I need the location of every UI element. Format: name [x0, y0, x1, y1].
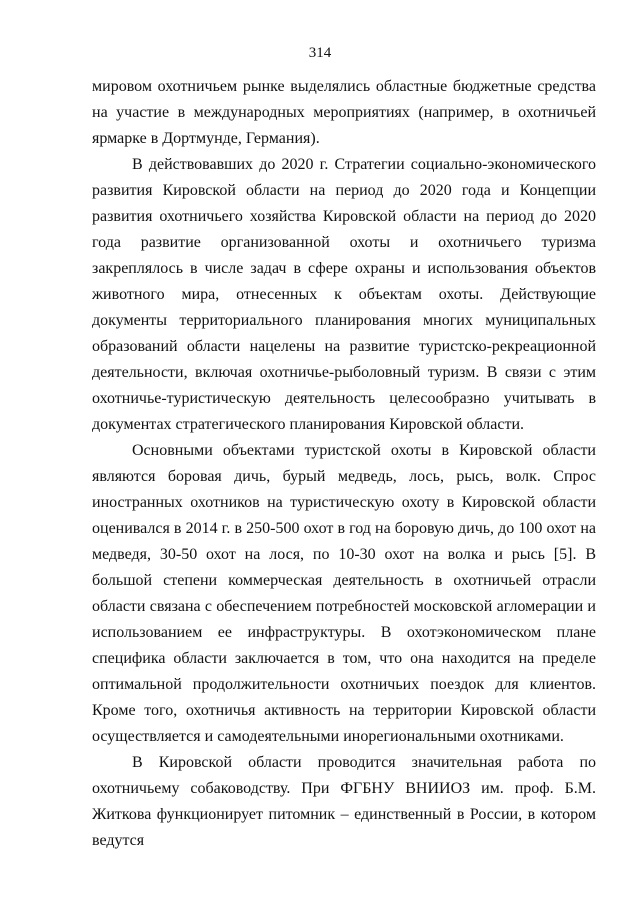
- paragraph-hunting-objects: Основными объектами туристской охоты в Кировской области являются боровая дичь, бурый медведь, лось, рысь, волк. Спрос иностранных охотников на туристическую охоту в Кировской области оценивался в 2014 г. в 250-500 охот в год на боровую дичь, до 100 охот на медведя, 30-50 охот на лося, по 10-30 охот на волка и рысь [5]. В большой степени коммерческая деятельность в охотничьей отрасли области связана с обеспечением потребностей московской агломерации и использованием ее инфраструктуры. В охотэкономическом плане специфика области заключается в том, что она находится на пределе оптимальной продолжительности охотничьих поездок для клиентов. Кроме того, охотничья активность на территории Кировской области осуществляется и самодеятельными инорегиональными охотниками.: [92, 442, 596, 745]
- paragraph-dog-breeding: В Кировской области проводится значительная работа по охотничьему собаководству. При ФГБНУ ВНИИОЗ им. проф. Б.М. Житкова функционирует питомник – единственный в России, в котором ведутся: [92, 754, 596, 849]
- paragraph-continuation: мировом охотничьем рынке выделялись областные бюджетные средства на участие в международных мероприятиях (например, в охотничьей ярмарке в Дортмунде, Германия).: [92, 78, 596, 147]
- paragraph-strategy-documents: В действовавших до 2020 г. Стратегии социально-экономического развития Кировской области на период до 2020 года и Концепции развития охотничьего хозяйства Кировской области на период до 2020 года развитие организованной охоты и охотничьего туризма закреплялось в числе задач в сфере охраны и использования объектов животного мира, отнесенных к объектам охоты. Действующие документы территориального планирования многих муниципальных образований области нацелены на развитие туристско-рекреационной деятельности, включая охотничье-рыболовный туризм. В связи с этим охотничье-туристическую деятельность целесообразно учитывать в документах стратегического планирования Кировской области.: [92, 156, 596, 433]
- page-number: 314: [308, 45, 332, 61]
- body-text: [92, 74, 596, 854]
